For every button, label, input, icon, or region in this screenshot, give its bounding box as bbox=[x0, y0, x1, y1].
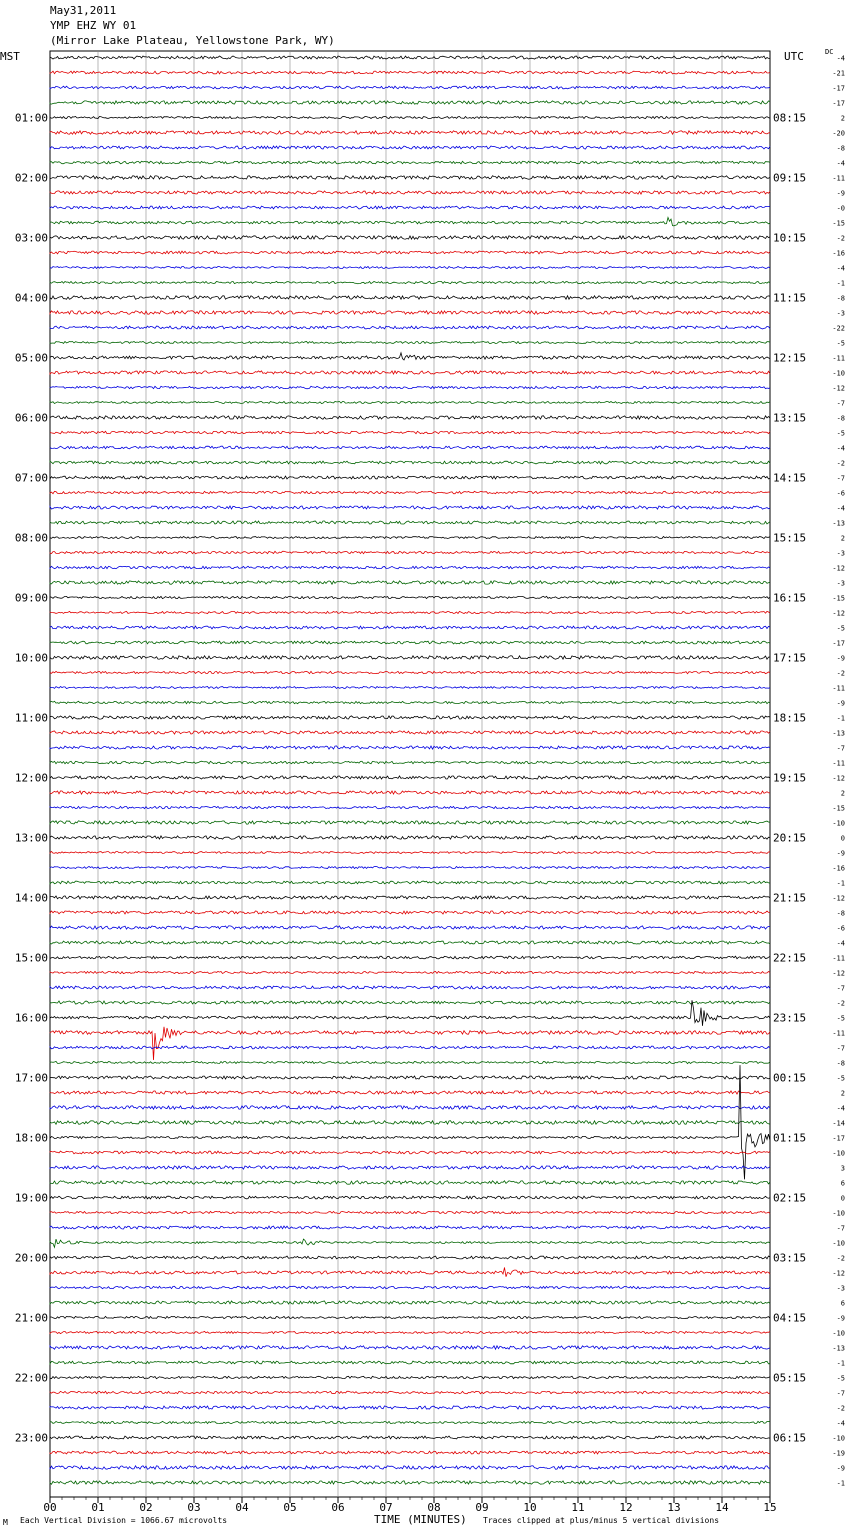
dc-offset-label: -12 bbox=[832, 1269, 845, 1278]
mst-hour-label: 05:00 bbox=[14, 351, 48, 365]
utc-hour-label: 11:15 bbox=[773, 291, 807, 305]
seismic-trace bbox=[50, 1346, 770, 1349]
dc-offset-label: -7 bbox=[836, 1224, 845, 1233]
utc-hour-label: 23:15 bbox=[773, 1011, 807, 1025]
mst-hour-label: 21:00 bbox=[14, 1311, 48, 1325]
x-tick-label: 08 bbox=[427, 1501, 441, 1514]
dc-offset-label: -4 bbox=[836, 264, 845, 273]
seismic-trace bbox=[50, 161, 770, 164]
mst-hour-label: 16:00 bbox=[14, 1011, 48, 1025]
dc-offset-label: -12 bbox=[832, 564, 845, 573]
seismic-trace bbox=[50, 116, 770, 118]
mst-hour-label: 09:00 bbox=[14, 591, 48, 605]
utc-hour-label: 10:15 bbox=[773, 231, 807, 245]
x-tick-label: 00 bbox=[43, 1501, 57, 1514]
seismic-trace bbox=[50, 551, 770, 553]
mst-hour-label: 06:00 bbox=[14, 411, 48, 425]
utc-hour-label: 08:15 bbox=[773, 111, 807, 125]
seismic-trace bbox=[50, 326, 770, 329]
dc-offset-label: -7 bbox=[836, 474, 845, 483]
seismic-trace bbox=[50, 746, 770, 749]
seismic-trace bbox=[50, 101, 770, 104]
dc-offset-label: -9 bbox=[836, 189, 845, 198]
seismic-trace bbox=[50, 281, 770, 283]
dc-offset-label: -4 bbox=[836, 444, 845, 453]
dc-offset-label: -8 bbox=[836, 144, 845, 153]
dc-offset-label: -4 bbox=[836, 939, 845, 948]
seismic-trace bbox=[50, 342, 770, 344]
seismic-trace bbox=[50, 218, 770, 226]
seismic-trace bbox=[50, 251, 770, 254]
dc-offset-label: -7 bbox=[836, 984, 845, 993]
dc-offset-label: -1 bbox=[836, 1479, 845, 1488]
seismic-trace bbox=[50, 1181, 770, 1184]
dc-offset-label: -3 bbox=[836, 309, 845, 318]
seismic-trace bbox=[50, 1286, 770, 1288]
dc-offset-label: -15 bbox=[832, 594, 845, 603]
utc-hour-label: 06:15 bbox=[773, 1431, 807, 1445]
right-timezone-label: UTC bbox=[784, 50, 804, 63]
dc-offset-label: -17 bbox=[832, 1134, 845, 1143]
footer-mark: M bbox=[3, 1518, 8, 1527]
dc-offset-label: -12 bbox=[832, 609, 845, 618]
utc-hour-label: 12:15 bbox=[773, 351, 807, 365]
utc-hour-label: 02:15 bbox=[773, 1191, 807, 1205]
dc-offset-label: -1 bbox=[836, 279, 845, 288]
seismic-trace bbox=[50, 611, 770, 613]
mst-hour-label: 03:00 bbox=[14, 231, 48, 245]
seismic-trace bbox=[50, 867, 770, 869]
seismic-trace bbox=[50, 716, 770, 719]
seismic-trace bbox=[50, 416, 770, 419]
seismic-trace bbox=[50, 941, 770, 944]
dc-offset-label: -2 bbox=[836, 459, 845, 468]
dc-offset-label: -1 bbox=[836, 1359, 845, 1368]
dc-offset-label: -4 bbox=[836, 504, 845, 513]
dc-offset-label: -7 bbox=[836, 1044, 845, 1053]
dc-offset-label: -9 bbox=[836, 699, 845, 708]
dc-offset-label: -8 bbox=[836, 909, 845, 918]
utc-hour-label: 17:15 bbox=[773, 651, 807, 665]
dc-offset-label: -12 bbox=[832, 969, 845, 978]
dc-offset-label: -4 bbox=[836, 1104, 845, 1113]
mst-hour-label: 17:00 bbox=[14, 1071, 48, 1085]
dc-offset-label: -11 bbox=[832, 954, 845, 963]
seismic-trace bbox=[50, 581, 770, 584]
utc-hour-label: 15:15 bbox=[773, 531, 807, 545]
seismic-trace bbox=[50, 131, 770, 134]
dc-offset-label: -10 bbox=[832, 1434, 845, 1443]
seismic-trace bbox=[50, 671, 770, 673]
seismic-trace bbox=[50, 791, 770, 794]
dc-offset-label: -13 bbox=[832, 1344, 845, 1353]
seismic-trace bbox=[50, 446, 770, 449]
seismic-trace bbox=[50, 311, 770, 314]
dc-offset-label: -2 bbox=[836, 999, 845, 1008]
seismic-trace bbox=[50, 1406, 770, 1409]
seismic-trace bbox=[50, 1391, 770, 1393]
dc-offset-label: -1 bbox=[836, 714, 845, 723]
dc-offset-label: 0 bbox=[840, 1194, 845, 1203]
seismic-trace bbox=[50, 476, 770, 479]
seismic-trace bbox=[50, 537, 770, 539]
dc-offset-label: -22 bbox=[832, 324, 845, 333]
mst-hour-label: 15:00 bbox=[14, 951, 48, 965]
mst-hour-label: 02:00 bbox=[14, 171, 48, 185]
utc-hour-label: 19:15 bbox=[773, 771, 807, 785]
dc-offset-label: -5 bbox=[836, 1074, 845, 1083]
x-tick-label: 03 bbox=[187, 1501, 201, 1514]
vertical-division-note: Each Vertical Division = 1066.67 microvolts bbox=[20, 1516, 228, 1525]
dc-offset-label: -10 bbox=[832, 819, 845, 828]
utc-hour-label: 13:15 bbox=[773, 411, 807, 425]
dc-offset-label: -21 bbox=[832, 69, 845, 78]
dc-offset-label: -11 bbox=[832, 759, 845, 768]
seismic-trace bbox=[50, 986, 770, 989]
dc-offset-label: 6 bbox=[840, 1299, 845, 1308]
dc-offset-label: -2 bbox=[836, 1254, 845, 1263]
dc-offset-label: -10 bbox=[832, 1239, 845, 1248]
mst-hour-label: 10:00 bbox=[14, 651, 48, 665]
dc-offset-label: -7 bbox=[836, 744, 845, 753]
station-id: YMP EHZ WY 01 bbox=[50, 19, 137, 32]
dc-offset-label: -11 bbox=[832, 684, 845, 693]
mst-hour-label: 20:00 bbox=[14, 1251, 48, 1265]
utc-hour-label: 20:15 bbox=[773, 831, 807, 845]
dc-offset-label: 6 bbox=[840, 1179, 845, 1188]
dc-offset-label: -3 bbox=[836, 579, 845, 588]
dc-offset-label: -11 bbox=[832, 1029, 845, 1038]
mst-hour-label: 19:00 bbox=[14, 1191, 48, 1205]
seismic-trace bbox=[50, 1211, 770, 1213]
seismic-trace bbox=[50, 1301, 770, 1304]
seismic-trace bbox=[50, 371, 770, 374]
dc-offset-label: -9 bbox=[836, 654, 845, 663]
mst-hour-label: 12:00 bbox=[14, 771, 48, 785]
dc-offset-label: -11 bbox=[832, 174, 845, 183]
seismic-trace bbox=[50, 852, 770, 854]
seismic-trace bbox=[50, 701, 770, 703]
seismic-trace bbox=[50, 761, 770, 764]
dc-offset-label: -7 bbox=[836, 1389, 845, 1398]
seismic-trace bbox=[50, 1166, 770, 1169]
dc-offset-label: -10 bbox=[832, 1329, 845, 1338]
dc-offset-label: -9 bbox=[836, 1314, 845, 1323]
seismic-trace bbox=[50, 206, 770, 209]
dc-offset-label: -3 bbox=[836, 1284, 845, 1293]
dc-offset-label: -10 bbox=[832, 1209, 845, 1218]
dc-offset-label: -20 bbox=[832, 129, 845, 138]
seismic-trace bbox=[50, 1151, 770, 1154]
seismic-trace bbox=[50, 402, 770, 404]
dc-offset-label: -5 bbox=[836, 339, 845, 348]
dc-offset-label: -17 bbox=[832, 84, 845, 93]
seismic-trace bbox=[50, 1436, 770, 1439]
seismic-trace bbox=[50, 1121, 770, 1125]
seismic-trace bbox=[50, 1196, 770, 1199]
dc-offset-label: -16 bbox=[832, 249, 845, 258]
seismic-trace bbox=[50, 566, 770, 569]
x-tick-label: 06 bbox=[331, 1501, 345, 1514]
seismic-trace bbox=[50, 296, 770, 299]
seismic-trace bbox=[50, 1226, 770, 1229]
x-tick-label: 12 bbox=[619, 1501, 633, 1514]
seismic-trace bbox=[50, 656, 770, 659]
dc-offset-label: -5 bbox=[836, 429, 845, 438]
seismic-trace bbox=[50, 1316, 770, 1318]
dc-offset-label: -6 bbox=[836, 489, 845, 498]
seismic-trace bbox=[50, 1361, 770, 1364]
seismic-trace bbox=[50, 1451, 770, 1454]
dc-offset-label: -17 bbox=[832, 639, 845, 648]
dc-offset-label: -5 bbox=[836, 624, 845, 633]
dc-offset-label: -19 bbox=[832, 1449, 845, 1458]
seismic-trace bbox=[50, 1091, 770, 1094]
seismic-trace bbox=[50, 491, 770, 493]
dc-offset-label: -5 bbox=[836, 1374, 845, 1383]
dc-offset-label: -14 bbox=[832, 1119, 845, 1128]
dc-offset-label: -9 bbox=[836, 849, 845, 858]
seismic-trace bbox=[50, 596, 770, 598]
seismic-trace bbox=[50, 1421, 770, 1423]
utc-hour-label: 14:15 bbox=[773, 471, 807, 485]
dc-offset-label: -12 bbox=[832, 384, 845, 393]
x-tick-label: 02 bbox=[139, 1501, 153, 1514]
seismic-trace bbox=[50, 1000, 770, 1026]
seismic-trace bbox=[50, 1466, 770, 1469]
x-tick-label: 10 bbox=[523, 1501, 537, 1514]
dc-offset-label: -0 bbox=[836, 204, 845, 213]
seismic-trace bbox=[50, 176, 770, 179]
seismic-trace bbox=[50, 386, 770, 388]
dc-offset-label: -5 bbox=[836, 1014, 845, 1023]
dc-offset-label: -10 bbox=[832, 1149, 845, 1158]
dc-offset-label: 3 bbox=[840, 1164, 845, 1173]
x-tick-label: 09 bbox=[475, 1501, 489, 1514]
dc-offset-label: -3 bbox=[836, 549, 845, 558]
dc-label: DC bbox=[825, 48, 834, 56]
seismic-trace bbox=[50, 1256, 770, 1259]
dc-offset-label: -16 bbox=[832, 864, 845, 873]
x-tick-label: 05 bbox=[283, 1501, 297, 1514]
seismic-trace bbox=[50, 431, 770, 433]
seismic-trace bbox=[50, 1076, 770, 1079]
x-tick-label: 04 bbox=[235, 1501, 249, 1514]
mst-hour-label: 22:00 bbox=[14, 1371, 48, 1385]
seismic-trace bbox=[50, 687, 770, 689]
mst-hour-label: 11:00 bbox=[14, 711, 48, 725]
record-date: May31,2011 bbox=[50, 4, 117, 17]
dc-offset-label: 2 bbox=[840, 1089, 845, 1098]
seismic-trace bbox=[50, 881, 770, 884]
dc-offset-label: -8 bbox=[836, 414, 845, 423]
left-timezone-label: MST bbox=[0, 50, 20, 63]
seismic-trace bbox=[50, 836, 770, 839]
utc-hour-label: 03:15 bbox=[773, 1251, 807, 1265]
seismic-trace bbox=[50, 926, 770, 929]
seismic-trace bbox=[50, 353, 770, 360]
seismic-trace bbox=[50, 236, 770, 239]
dc-offset-label: -7 bbox=[836, 399, 845, 408]
clipping-note: Traces clipped at plus/minus 5 vertical divisions bbox=[483, 1516, 720, 1525]
x-tick-label: 01 bbox=[91, 1501, 105, 1514]
dc-offset-label: -8 bbox=[836, 294, 845, 303]
mst-hour-label: 04:00 bbox=[14, 291, 48, 305]
seismic-trace bbox=[50, 191, 770, 194]
utc-hour-label: 22:15 bbox=[773, 951, 807, 965]
utc-hour-label: 00:15 bbox=[773, 1071, 807, 1085]
seismic-trace bbox=[50, 1106, 770, 1109]
seismic-trace bbox=[50, 86, 770, 89]
x-tick-label: 07 bbox=[379, 1501, 393, 1514]
mst-hour-label: 01:00 bbox=[14, 111, 48, 125]
seismic-trace bbox=[50, 731, 770, 734]
mst-hour-label: 13:00 bbox=[14, 831, 48, 845]
seismic-trace bbox=[50, 821, 770, 824]
station-location: (Mirror Lake Plateau, Yellowstone Park, WY) bbox=[50, 34, 335, 47]
mst-hour-label: 07:00 bbox=[14, 471, 48, 485]
seismic-trace bbox=[50, 1376, 770, 1378]
x-tick-label: 13 bbox=[667, 1501, 681, 1514]
dc-offset-label: -1 bbox=[836, 879, 845, 888]
seismic-trace bbox=[50, 806, 770, 808]
mst-hour-label: 18:00 bbox=[14, 1131, 48, 1145]
dc-offset-label: -6 bbox=[836, 924, 845, 933]
dc-offset-label: -15 bbox=[832, 219, 845, 228]
utc-hour-label: 01:15 bbox=[773, 1131, 807, 1145]
seismic-trace bbox=[50, 267, 770, 269]
dc-offset-label: -13 bbox=[832, 729, 845, 738]
seismic-trace bbox=[50, 911, 770, 914]
dc-offset-label: 2 bbox=[840, 534, 845, 543]
x-tick-label: 11 bbox=[571, 1501, 585, 1514]
seismic-trace bbox=[50, 461, 770, 464]
seismic-trace bbox=[50, 1027, 770, 1060]
mst-hour-label: 08:00 bbox=[14, 531, 48, 545]
dc-offset-label: -17 bbox=[832, 99, 845, 108]
mst-hour-label: 14:00 bbox=[14, 891, 48, 905]
dc-offset-label: -12 bbox=[832, 774, 845, 783]
seismic-trace bbox=[50, 506, 770, 509]
seismic-trace bbox=[50, 776, 770, 779]
seismic-trace bbox=[50, 641, 770, 644]
x-axis-title: TIME (MINUTES) bbox=[374, 1513, 467, 1526]
seismic-trace bbox=[50, 956, 770, 959]
seismic-trace bbox=[50, 1061, 770, 1063]
utc-hour-label: 18:15 bbox=[773, 711, 807, 725]
dc-offset-label: -8 bbox=[836, 1059, 845, 1068]
seismic-trace bbox=[50, 971, 770, 973]
seismic-trace bbox=[50, 1331, 770, 1333]
seismic-trace bbox=[50, 626, 770, 629]
dc-offset-label: -11 bbox=[832, 354, 845, 363]
dc-offset-label: -2 bbox=[836, 234, 845, 243]
seismic-trace bbox=[50, 71, 770, 74]
mst-hour-label: 23:00 bbox=[14, 1431, 48, 1445]
dc-offset-label: -4 bbox=[836, 159, 845, 168]
dc-offset-label: 2 bbox=[840, 114, 845, 123]
seismic-trace bbox=[50, 146, 770, 149]
dc-offset-label: 0 bbox=[840, 834, 845, 843]
dc-offset-label: -13 bbox=[832, 519, 845, 528]
dc-offset-label: 2 bbox=[840, 789, 845, 798]
seismic-trace bbox=[50, 1001, 770, 1004]
x-tick-label: 14 bbox=[715, 1501, 729, 1514]
utc-hour-label: 04:15 bbox=[773, 1311, 807, 1325]
seismic-trace bbox=[50, 521, 770, 524]
dc-offset-label: -4 bbox=[836, 1419, 845, 1428]
dc-offset-label: -12 bbox=[832, 894, 845, 903]
seismic-trace bbox=[50, 1481, 770, 1484]
seismic-trace bbox=[50, 1239, 770, 1247]
seismic-trace bbox=[50, 56, 770, 59]
dc-offset-label: -9 bbox=[836, 1464, 845, 1473]
x-tick-label: 15 bbox=[763, 1501, 777, 1514]
dc-offset-label: -15 bbox=[832, 804, 845, 813]
utc-hour-label: 09:15 bbox=[773, 171, 807, 185]
seismic-trace bbox=[50, 1268, 770, 1277]
utc-hour-label: 21:15 bbox=[773, 891, 807, 905]
utc-hour-label: 16:15 bbox=[773, 591, 807, 605]
dc-offset-label: -4 bbox=[836, 54, 845, 63]
dc-offset-label: -2 bbox=[836, 669, 845, 678]
dc-offset-label: -10 bbox=[832, 369, 845, 378]
utc-hour-label: 05:15 bbox=[773, 1371, 807, 1385]
dc-offset-label: -2 bbox=[836, 1404, 845, 1413]
seismic-trace bbox=[50, 896, 770, 899]
